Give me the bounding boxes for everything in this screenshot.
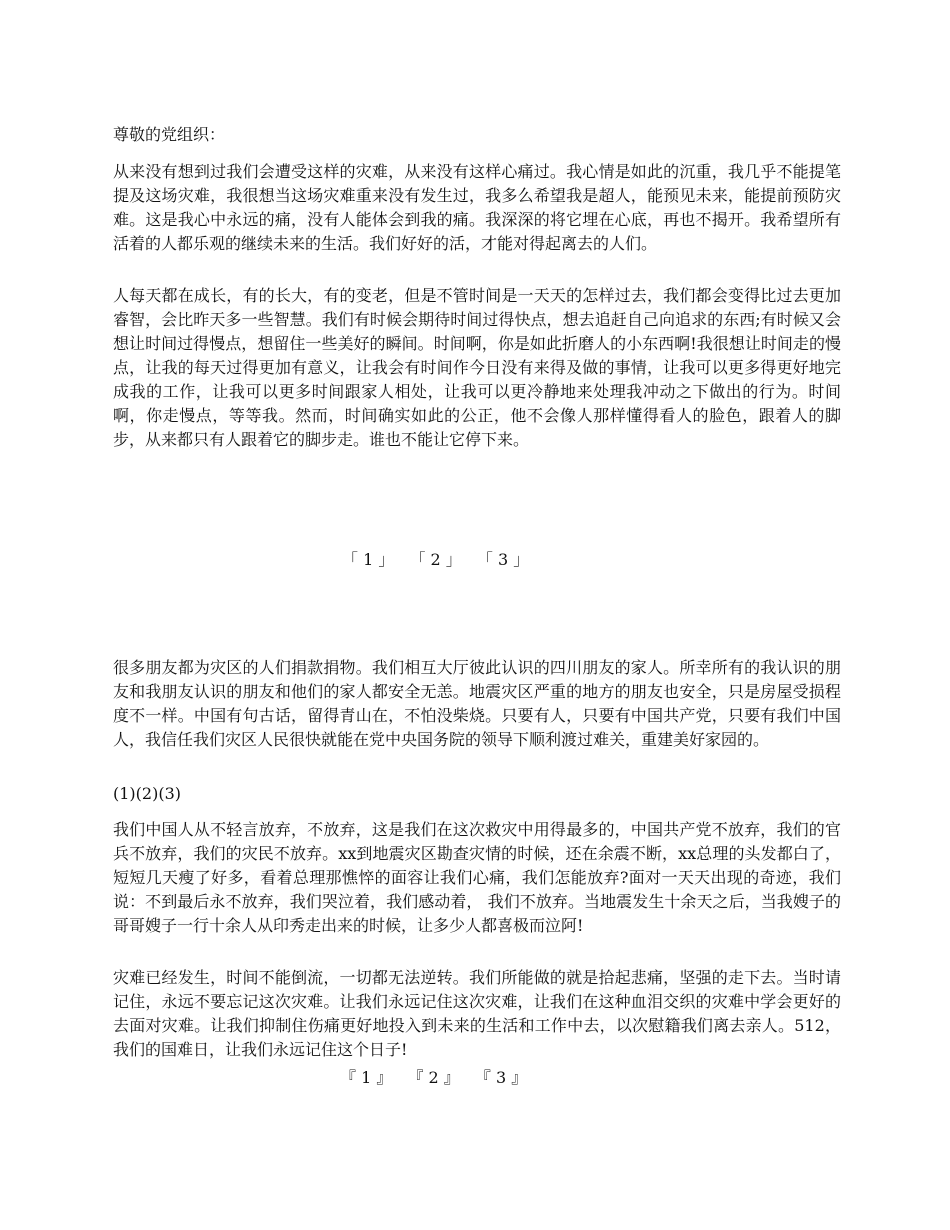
paragraph-time-growth: 人每天都在成长，有的长大，有的变老，但是不管时间是一天天的怎样过去，我们都会变得比过去更加睿智，会比昨天多一些智慧。我们有时候会期待时间过得快点，想去追赶自己向追求的东西;有时候又会想让时间过得慢点，想留住一些美好的瞬间。时间啊，你是如此折磨人的小东西啊!我很想让时间走的慢点，让我的每天过得更加有意义，让我会有时间作今日没有来得及做的事情，让我可以更多得更好地完成我的工作，让我可以更多时间跟家人相处，让我可以更冷静地来处理我冲动之下做出的行为。时间啊，你走慢点，等等我。然而，时间确实如此的公正，他不会像人那样懂得看人的脸色，跟着人的脚步，从来都只有人跟着它的脚步走。谁也不能让它停下来。: [113, 286, 841, 449]
pagination-link-2[interactable]: 「 2 」: [409, 550, 462, 569]
paragraph-never-give-up: 我们中国人从不轻言放弃，不放弃，这是我们在这次救灾中用得最多的，中国共产党不放弃，我们的官兵不放弃，我们的灾民不放弃。xx到地震灾区勘查灾情的时候，还在余震不断，xx总理的头发都白了，短短几天瘦了好多，看着总理那憔悴的面容让我们心痛，我们怎能放弃?面对一天天出现的奇迹，我们说：不到最后永不放弃，我们哭泣着，我们感动着， 我们不放弃。当地震发生十余天之后，当我嫂子的哥哥嫂子一行十余人从印秀走出来的时候，让多少人都喜极而泣阿!: [113, 820, 841, 935]
salutation: 尊敬的党组织：: [113, 125, 226, 144]
pagination-link-1[interactable]: 「 1 」: [342, 550, 395, 569]
paragraph-disaster-pain: 从来没有想到过我们会遭受这样的灾难，从来没有这样心痛过。我心情是如此的沉重，我几乎不能提笔提及这场灾难，我很想当这场灾难重来没有发生过，我多么希望我是超人，能预见未来，能提前预防灾难。这是我心中永远的痛，没有人能体会到我的痛。我深深的将它埋在心底，再也不揭开。我希望所有活着的人都乐观的继续未来的生活。我们好好的活，才能对得起离去的人们。: [113, 162, 841, 253]
pagination-link-2[interactable]: 『 2 』: [407, 1068, 460, 1087]
inline-page-links[interactable]: (1)(2)(3): [113, 784, 181, 803]
paragraph-remember: 灾难已经发生，时间不能倒流，一切都无法逆转。我们所能做的就是拾起悲痛，坚强的走下去。当时请记住，永远不要忘记这次灾难。让我们永远记住这次灾难，让我们在这种血泪交织的灾难中学会更好的去面对灾难。让我们抑制住伤痛更好地投入到未来的生活和工作中去，以次慰籍我们离去亲人。512，我们的国难日，让我们永远记住这个日子!: [113, 968, 841, 1059]
pagination-link-1[interactable]: 『 1 』: [340, 1068, 393, 1087]
pagination-link-3[interactable]: 『 3 』: [474, 1068, 528, 1087]
pagination-top: [342, 548, 529, 572]
paragraph-donations: 很多朋友都为灾区的人们捐款捐物。我们相互大厅彼此认识的四川朋友的家人。所幸所有的我认识的朋友和我朋友认识的朋友和他们的家人都安全无恙。地震灾区严重的地方的朋友也安全，只是房屋受损程度不一样。中国有句古话，留得青山在，不怕没柴烧。只要有人，只要有中国共产党，只要有我们中国人，我信任我们灾区人民很快就能在党中央国务院的领导下顺利渡过难关，重建美好家园的。: [113, 658, 841, 749]
pagination-link-3[interactable]: 「 3 」: [476, 550, 530, 569]
pagination-bottom: [340, 1066, 527, 1090]
